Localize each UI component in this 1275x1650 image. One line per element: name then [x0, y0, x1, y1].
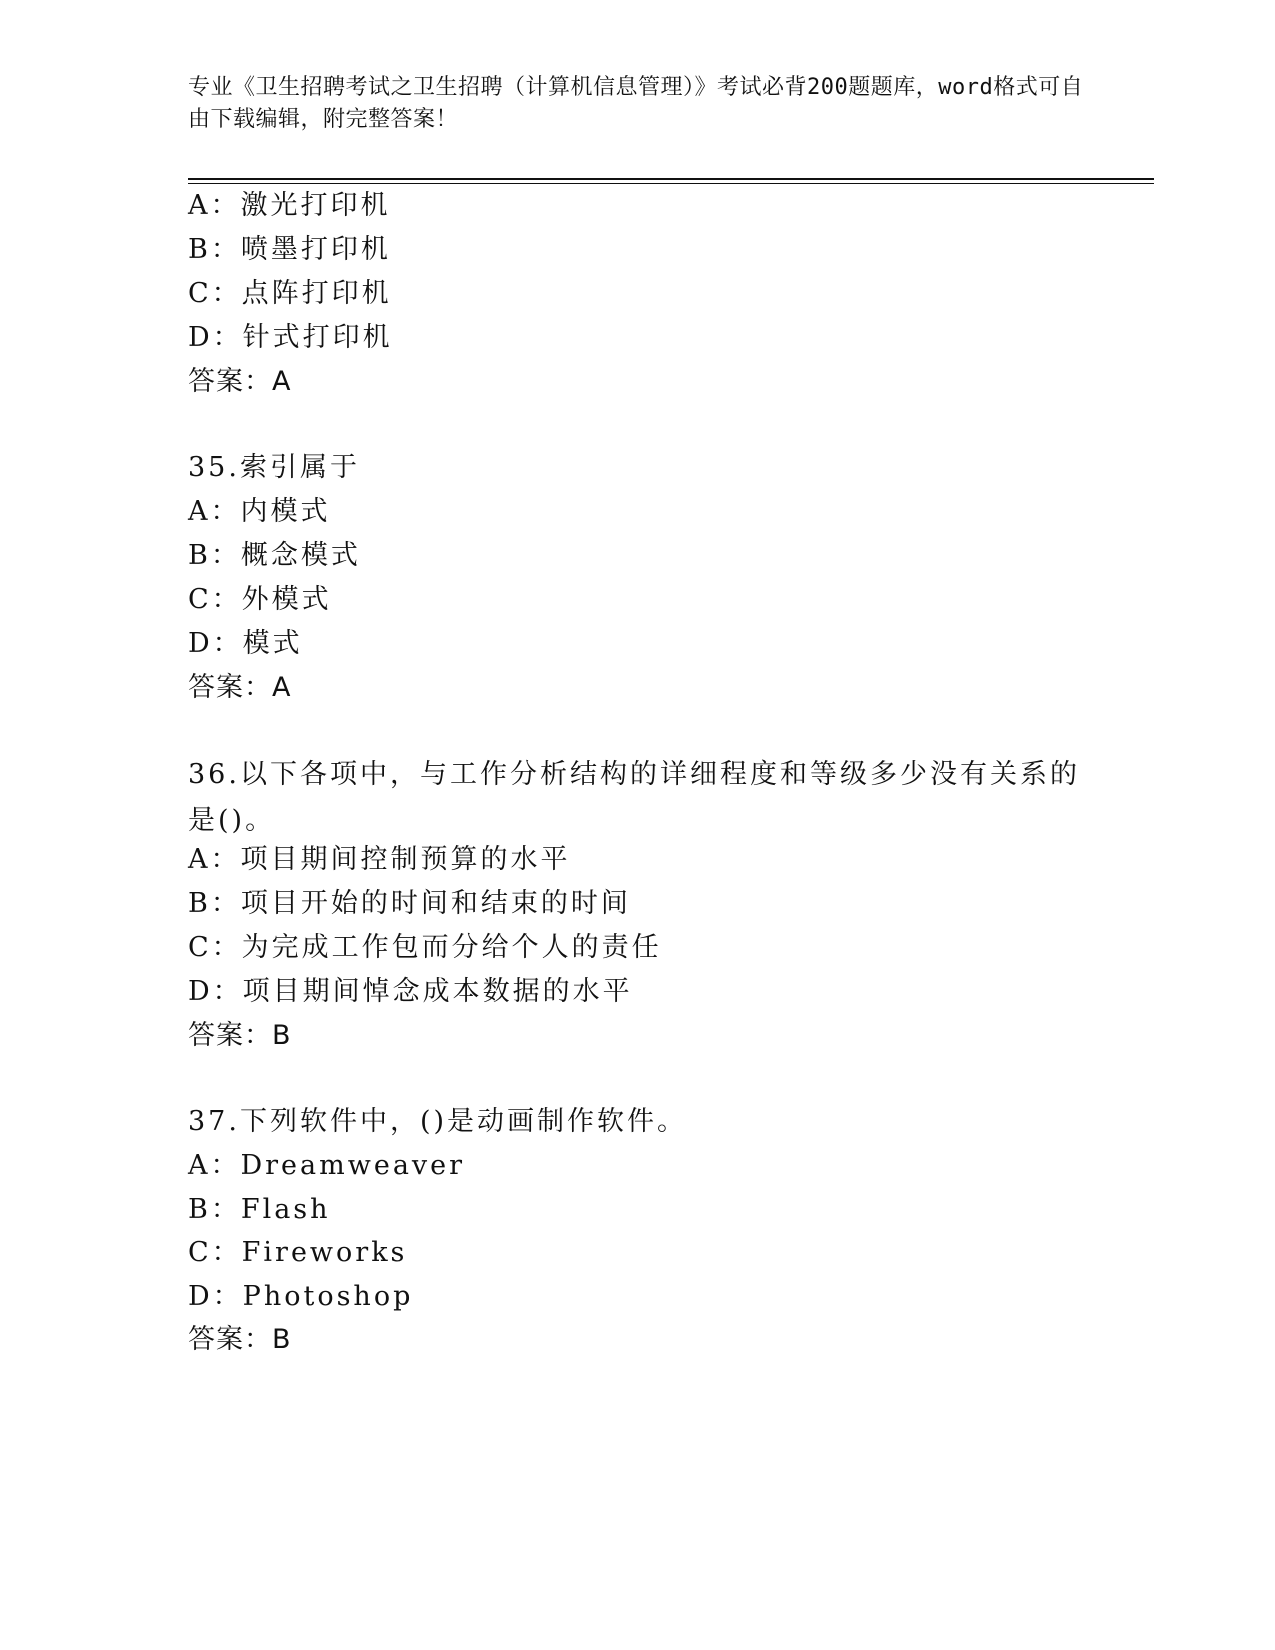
option-text: 项目期间控制预算的水平 — [240, 844, 571, 875]
answer-line: 答案：B — [188, 1324, 292, 1355]
option-label: B： — [188, 1194, 241, 1225]
option-text: 项目开始的时间和结束的时间 — [240, 888, 631, 919]
option-text: 点阵打印机 — [241, 278, 392, 309]
option-label: C： — [188, 278, 242, 309]
option-c — [188, 580, 1148, 620]
option-b — [188, 884, 1148, 924]
option-text: 内模式 — [240, 496, 331, 527]
option-text: 为完成工作包而分给个人的责任 — [241, 932, 662, 963]
answer-line: 答案：A — [188, 366, 292, 397]
option-text: Photoshop — [242, 1281, 414, 1312]
option-label: C： — [188, 1237, 242, 1268]
option-text: 外模式 — [241, 584, 332, 615]
option-text: 概念模式 — [240, 540, 361, 571]
header-rule-thin — [188, 183, 1154, 184]
option-c — [188, 274, 1148, 314]
option-label: D： — [188, 1281, 243, 1312]
question-stem: 37.下列软件中，()是动画制作软件。 — [188, 1106, 688, 1137]
option-label: D： — [188, 322, 243, 353]
option-d — [188, 972, 1148, 1012]
option-text: Flash — [240, 1194, 331, 1225]
option-c — [188, 1233, 1148, 1273]
option-c — [188, 928, 1148, 968]
option-label: D： — [188, 976, 243, 1007]
option-label: C： — [188, 932, 242, 963]
question-stem: 35.索引属于 — [188, 452, 360, 483]
option-label: B： — [188, 540, 241, 571]
option-b — [188, 536, 1148, 576]
option-label: A： — [188, 844, 241, 875]
option-label: A： — [188, 1150, 241, 1181]
document-header: 专业《卫生招聘考试之卫生招聘（计算机信息管理）》考试必背200题题库，word格式可自由下载编辑，附完整答案！ — [188, 75, 1084, 132]
option-text: 激光打印机 — [240, 190, 391, 221]
option-d — [188, 1277, 1148, 1317]
option-label: B： — [188, 234, 241, 265]
option-label: B： — [188, 888, 241, 919]
option-d — [188, 318, 1148, 358]
option-label: D： — [188, 628, 243, 659]
option-b — [188, 230, 1148, 270]
option-b — [188, 1190, 1148, 1230]
header-rule-thick — [188, 178, 1154, 180]
option-label: A： — [188, 190, 241, 221]
option-text: Dreamweaver — [240, 1150, 466, 1181]
option-label: A： — [188, 496, 241, 527]
option-a — [188, 492, 1148, 532]
option-a — [188, 186, 1148, 226]
answer-line: 答案：A — [188, 672, 292, 703]
answer-line: 答案：B — [188, 1020, 292, 1051]
option-text: 喷墨打印机 — [240, 234, 391, 265]
option-text: 模式 — [242, 628, 303, 659]
option-a — [188, 1146, 1148, 1186]
option-text: 项目期间悼念成本数据的水平 — [242, 976, 633, 1007]
question-stem: 36.以下各项中，与工作分析结构的详细程度和等级多少没有关系的是()。 — [188, 759, 1080, 836]
option-label: C： — [188, 584, 242, 615]
option-text: 针式打印机 — [242, 322, 393, 353]
option-a — [188, 840, 1148, 880]
option-d — [188, 624, 1148, 664]
option-text: Fireworks — [241, 1237, 408, 1268]
